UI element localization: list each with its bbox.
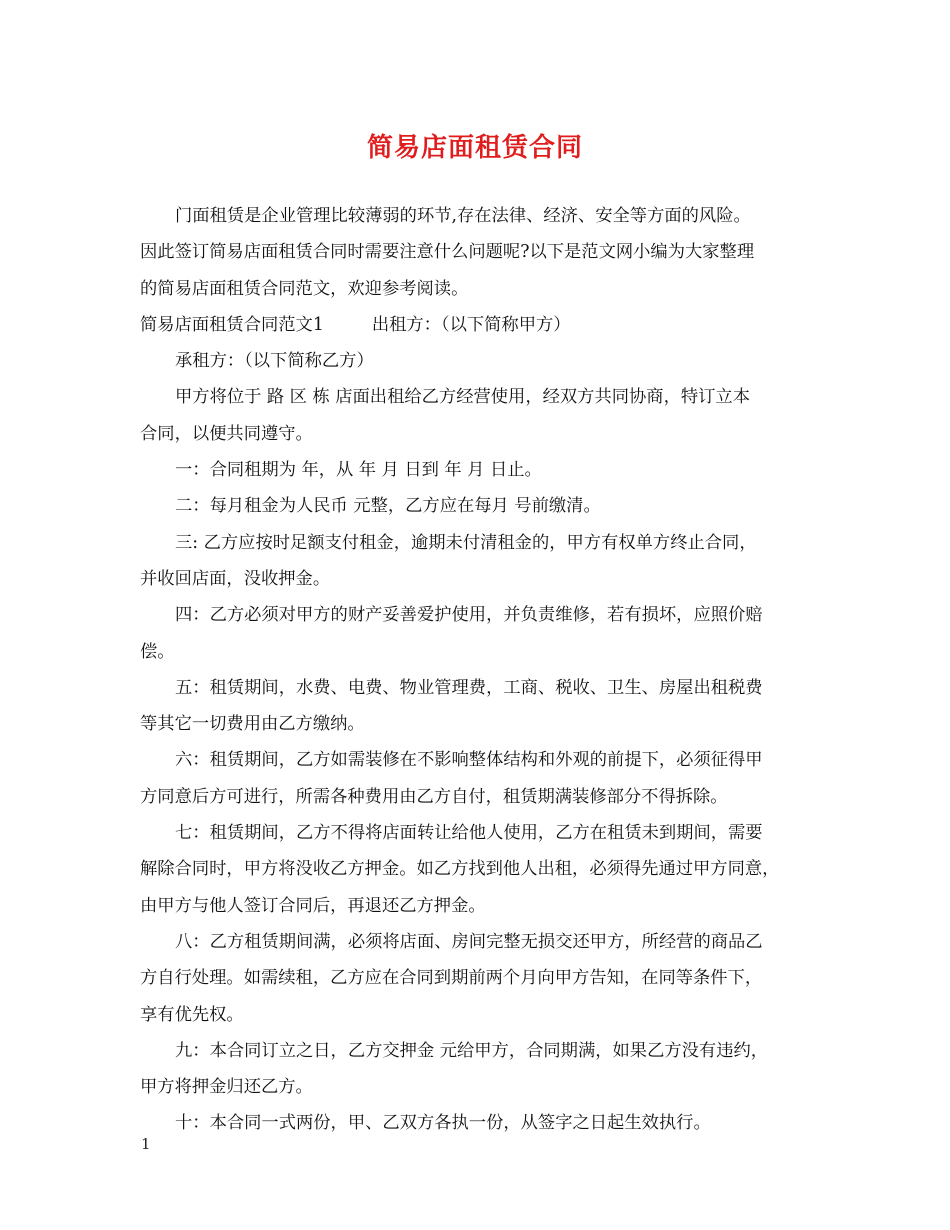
clause-line: 四：乙方必须对甲方的财产妥善爱护使用，并负责维修，若有损坏，应照价赔 [175,605,763,626]
clause-line: 方自行处理。如需续租，乙方应在合同到期前两个月向甲方告知，在同等条件下， [140,968,763,989]
clause-line: 五：租赁期间，水费、电费、物业管理费，工商、税收、卫生、房屋出租税费 [175,677,763,698]
clause-line: 三: 乙方应按时足额支付租金，逾期未付清租金的，甲方有权单方终止合同， [175,532,757,553]
clause-line: 等其它一切费用由乙方缴纳。 [140,714,365,735]
clause-line: 享有优先权。 [140,1004,244,1025]
clause-6 [140,745,830,811]
clause-line: 七：租赁期间，乙方不得将店面转让给他人使用，乙方在租赁未到期间，需要 [175,823,763,844]
lessee-label: 承租方：（以下简称乙方） [175,351,374,372]
clause-line: 并收回店面，没收押金。 [140,568,331,589]
clause-2 [140,491,830,521]
clause-3 [140,528,830,594]
clause-line: 甲方将押金归还乙方。 [140,1077,313,1098]
clause-1 [140,455,830,485]
intro-paragraph [140,201,830,304]
intro-line: 因此签订简易店面租赁合同时需要注意什么问题呢?以下是范文网小编为大家整理 [140,242,755,263]
clause-line: 偿。 [140,641,175,662]
clause-8 [140,927,830,1030]
clause-line: 方同意后方可进行，所需各种费用由乙方自付，租赁期满装修部分不得拆除。 [140,786,728,807]
preamble-line: 合同，以便共同遵守。 [140,423,313,444]
clause-5 [140,673,830,739]
clause-7 [140,818,830,921]
preamble-line: 甲方将位于 路 区 栋 店面出租给乙方经营使用，经双方共同协商，特订立本 [175,387,750,408]
clause-line: 六：租赁期间，乙方如需装修在不影响整体结构和外观的前提下，必须征得甲 [175,750,763,771]
intro-line: 门面租赁是企业管理比较薄弱的环节,存在法律、经济、安全等方面的风险。 [175,206,751,226]
preamble-paragraph [140,382,830,448]
sample-heading: 简易店面租赁合同范文1 [140,314,324,335]
clause-line: 一：合同租期为 年，从 年 月 日到 年 月 日止。 [175,460,542,481]
clause-line: 九：本合同订立之日，乙方交押金 元给甲方，合同期满，如果乙方没有违约， [175,1040,769,1061]
clause-line: 由甲方与他人签订合同后，再退还乙方押金。 [140,895,486,916]
clause-line: 八：乙方租赁期间满，必须将店面、房间完整无损交还甲方，所经营的商品乙 [175,931,763,952]
clause-line: 二：每月租金为人民币 元整，乙方应在每月 号前缴清。 [175,496,601,517]
lessor-label: 出租方：（以下简称甲方） [371,314,571,335]
clause-line: 解除合同时，甲方将没收乙方押金。如乙方找到他人出租，必须得先通过甲方同意， [140,859,780,880]
clause-9 [140,1036,830,1102]
clause-10 [140,1108,830,1138]
sample-heading-line [140,310,830,340]
clause-line: 十：本合同一式两份，甲、乙双方各执一份，从签字之日起生效执行。 [175,1113,711,1134]
clause-4 [140,600,830,666]
document-body [140,201,830,1138]
page-number: 1 [141,1135,151,1153]
intro-line: 的简易店面租赁合同范文，欢迎参考阅读。 [140,278,469,299]
document-title: 简易店面租赁合同 [366,133,583,163]
